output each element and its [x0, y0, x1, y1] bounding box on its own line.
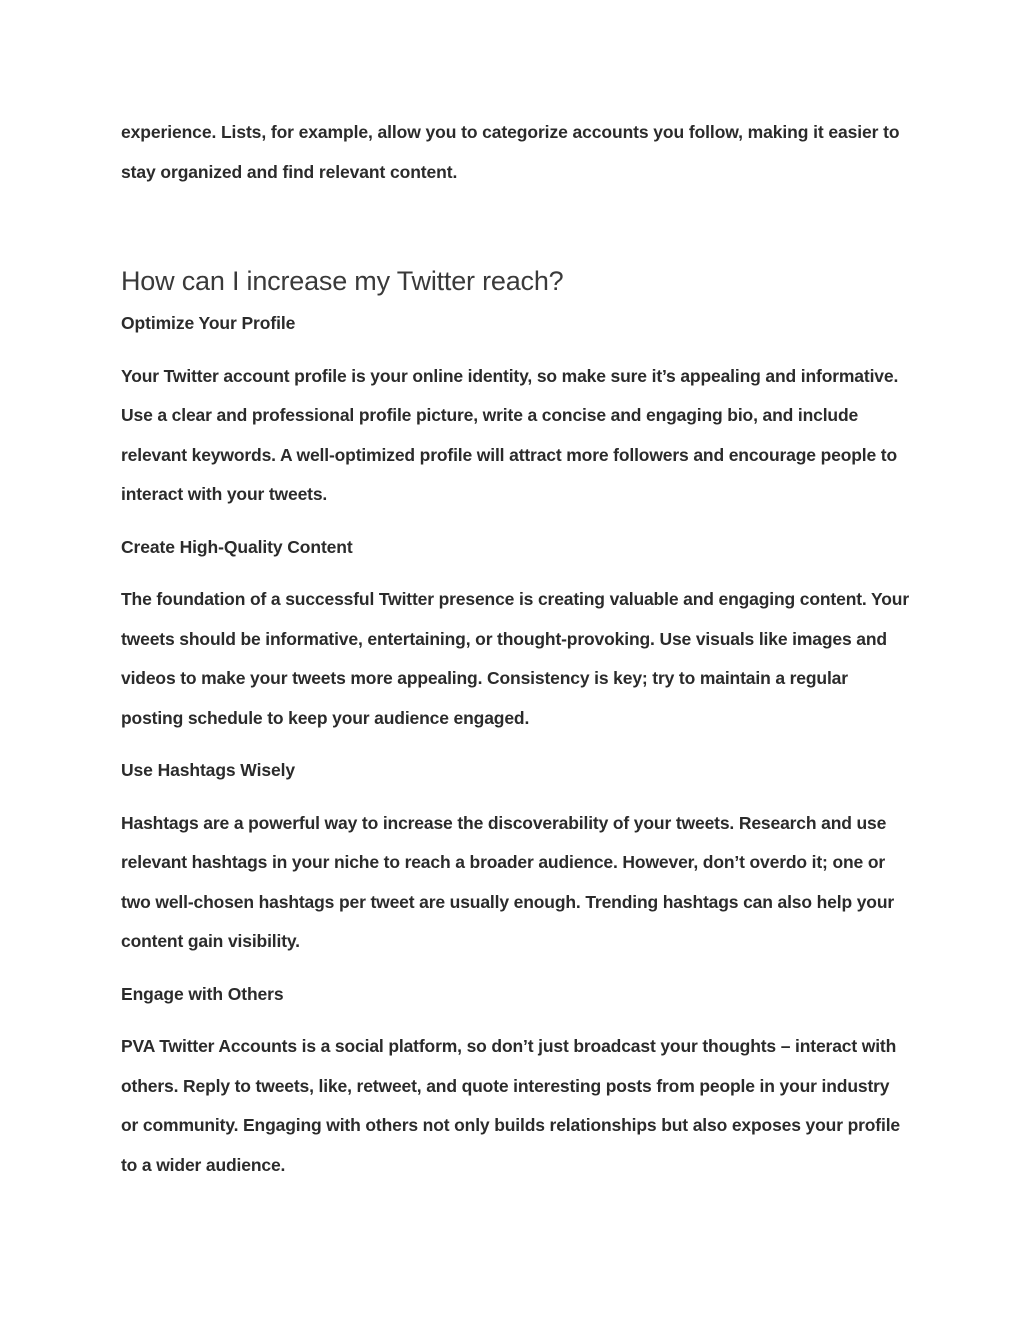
subheading-hashtags: Use Hashtags Wisely	[121, 760, 295, 780]
subheading-optimize-profile: Optimize Your Profile	[121, 313, 296, 333]
paragraph-engage-others: PVA Twitter Accounts is a social platform, so don’t just broadcast your thoughts – interact with others. Reply to tweets, like, retweet, and quote interesting posts from people in your industry or community. Engaging with others not only builds relationships but also exposes your profile to a wider audience.	[121, 1036, 900, 1175]
paragraph-optimize-profile: Your Twitter account profile is your online identity, so make sure it’s appealing and informative. Use a clear and professional profile picture, write a concise and engaging bio, and include relevant keywords. A well-optimized profile will attract more followers and encourage people to interact with your tweets.	[121, 365, 899, 504]
paragraph-high-quality-content: The foundation of a successful Twitter presence is creating valuable and engaging content. Your tweets should be informative, entertaining, or thought-provoking. Use visuals like images and videos to make your tweets more appealing. Consistency is key; try to maintain a regular posting schedule to keep your audience engaged.	[121, 589, 909, 728]
intro-paragraph: experience. Lists, for example, allow you to categorize accounts you follow, making it easier to stay organized and find relevant content.	[121, 122, 900, 182]
subheading-engage-others: Engage with Others	[121, 983, 284, 1004]
section-heading: How can I increase my Twitter reach?	[121, 266, 564, 296]
document-body	[121, 304, 911, 1198]
paragraph-hashtags: Hashtags are a powerful way to increase the discoverability of your tweets. Research and use relevant hashtags in your niche to reach a broader audience. However, don’t overdo it; one or two well-chosen hashtags per tweet are usually enough. Trending hashtags can also help your content gain visibility.	[121, 812, 895, 951]
subheading-high-quality-content: Create High-Quality Content	[121, 536, 353, 557]
